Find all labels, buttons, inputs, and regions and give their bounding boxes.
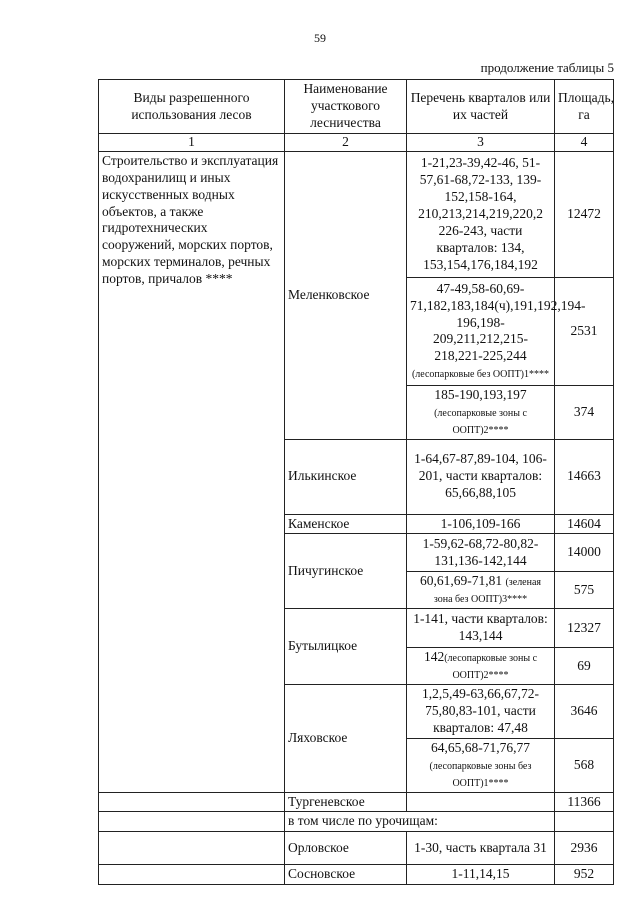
quarters-note: (лесопарковые без ООПТ)1****	[411, 369, 550, 381]
quarters-cell	[407, 572, 555, 609]
header-area: Площадь, га	[555, 80, 614, 134]
quarters-cell: 1-59,62-68,72-80,82-131,136-142,144	[407, 534, 555, 572]
forestry-name: Орловское	[285, 832, 407, 865]
table-row	[99, 812, 614, 832]
quarters-cell: 1-106,109-166	[407, 514, 555, 534]
forestry-name: Тургеневское	[285, 792, 407, 812]
quarters-cell: 1-64,67-87,89-104, 106-201, части кварталов: 65,66,88,105	[407, 439, 555, 514]
quarters-note: (лесопарковые зоны с ООПТ)2****	[444, 653, 538, 681]
quarters-note: (зеленая зона без ООПТ)3****	[433, 577, 542, 606]
column-number: 4	[555, 134, 614, 152]
empty-cell	[555, 812, 614, 832]
table-row	[99, 865, 614, 885]
quarters-cell	[407, 738, 555, 792]
subsection-label: в том числе по урочищам:	[285, 812, 555, 832]
area-cell: 12327	[555, 609, 614, 648]
table-row	[99, 832, 614, 865]
quarters-note: (лесопарковые зоны без ООПТ)1****	[429, 760, 532, 789]
forestry-name: Меленковское	[285, 151, 407, 439]
area-cell: 11366	[555, 792, 614, 812]
quarters-list: 64,65,68-71,76,77	[431, 739, 530, 755]
empty-cell	[99, 792, 285, 812]
quarters-list: 60,61,69-71,81	[419, 573, 503, 589]
empty-cell	[99, 832, 285, 865]
column-number-row	[99, 134, 614, 152]
table-row	[99, 151, 614, 277]
quarters-list: 142	[423, 649, 445, 665]
usage-type-cell: Строительство и эксплуатация водохранилищ и иных искусственных водных объектов, а также гидротехнических сооружений, морских портов, морских терминалов, речных портов, причалов ****	[99, 151, 285, 792]
table-row	[99, 792, 614, 812]
table-continuation-label: продолжение таблицы 5	[480, 60, 614, 75]
area-cell: 14000	[555, 534, 614, 572]
header-forestry: Наименование участкового лесничества	[285, 80, 407, 134]
empty-cell	[99, 865, 285, 885]
quarters-cell	[407, 648, 555, 685]
forestry-name: Ляховское	[285, 684, 407, 792]
forestry-name: Бутылицкое	[285, 609, 407, 685]
column-number: 1	[99, 134, 285, 152]
empty-cell	[99, 812, 285, 832]
column-number: 2	[285, 134, 407, 152]
area-cell: 374	[555, 385, 614, 439]
area-cell: 952	[555, 865, 614, 885]
quarters-cell: 1,2,5,49-63,66,67,72-75,80,83-101, части кварталов: 47,48	[407, 684, 555, 738]
page-number: 59	[314, 31, 326, 45]
area-cell: 568	[555, 738, 614, 792]
header-usage-type: Виды разрешенного использования лесов	[99, 80, 285, 134]
area-cell: 69	[555, 648, 614, 685]
area-cell: 14604	[555, 514, 614, 534]
quarters-cell: 1-11,14,15	[407, 865, 555, 885]
column-number: 3	[407, 134, 555, 152]
quarters-cell	[407, 385, 555, 439]
area-cell: 12472	[555, 151, 614, 277]
area-cell: 2531	[555, 277, 614, 385]
area-cell: 2936	[555, 832, 614, 865]
forestry-name: Каменское	[285, 514, 407, 534]
quarters-cell	[407, 792, 555, 812]
header-quarters: Перечень кварталов или их частей	[407, 80, 555, 134]
quarters-list: 47-49,58-60,69-71,182,183,184(ч),191,192,194-196,198-209,211,212,215-218,221-225,244	[410, 280, 586, 364]
quarters-cell: 1-30, часть квартала 31	[407, 832, 555, 865]
forestry-name: Сосновское	[285, 865, 407, 885]
quarters-list: 185-190,193,197	[434, 386, 527, 402]
forestry-name: Илькинское	[285, 439, 407, 514]
area-cell: 3646	[555, 684, 614, 738]
quarters-cell: 1-21,23-39,42-46, 51-57,61-68,72-133, 139-152,158-164, 210,213,214,219,220,2 226-243, части кварталов: 134, 153,154,176,184,192	[407, 151, 555, 277]
forestry-name: Пичугинское	[285, 534, 407, 609]
area-cell: 575	[555, 572, 614, 609]
header-row	[99, 80, 614, 134]
forest-use-table	[98, 79, 614, 885]
quarters-cell: 1-141, части кварталов: 143,144	[407, 609, 555, 648]
quarters-note: (лесопарковые зоны с ООПТ)2****	[434, 407, 527, 436]
area-cell: 14663	[555, 439, 614, 514]
